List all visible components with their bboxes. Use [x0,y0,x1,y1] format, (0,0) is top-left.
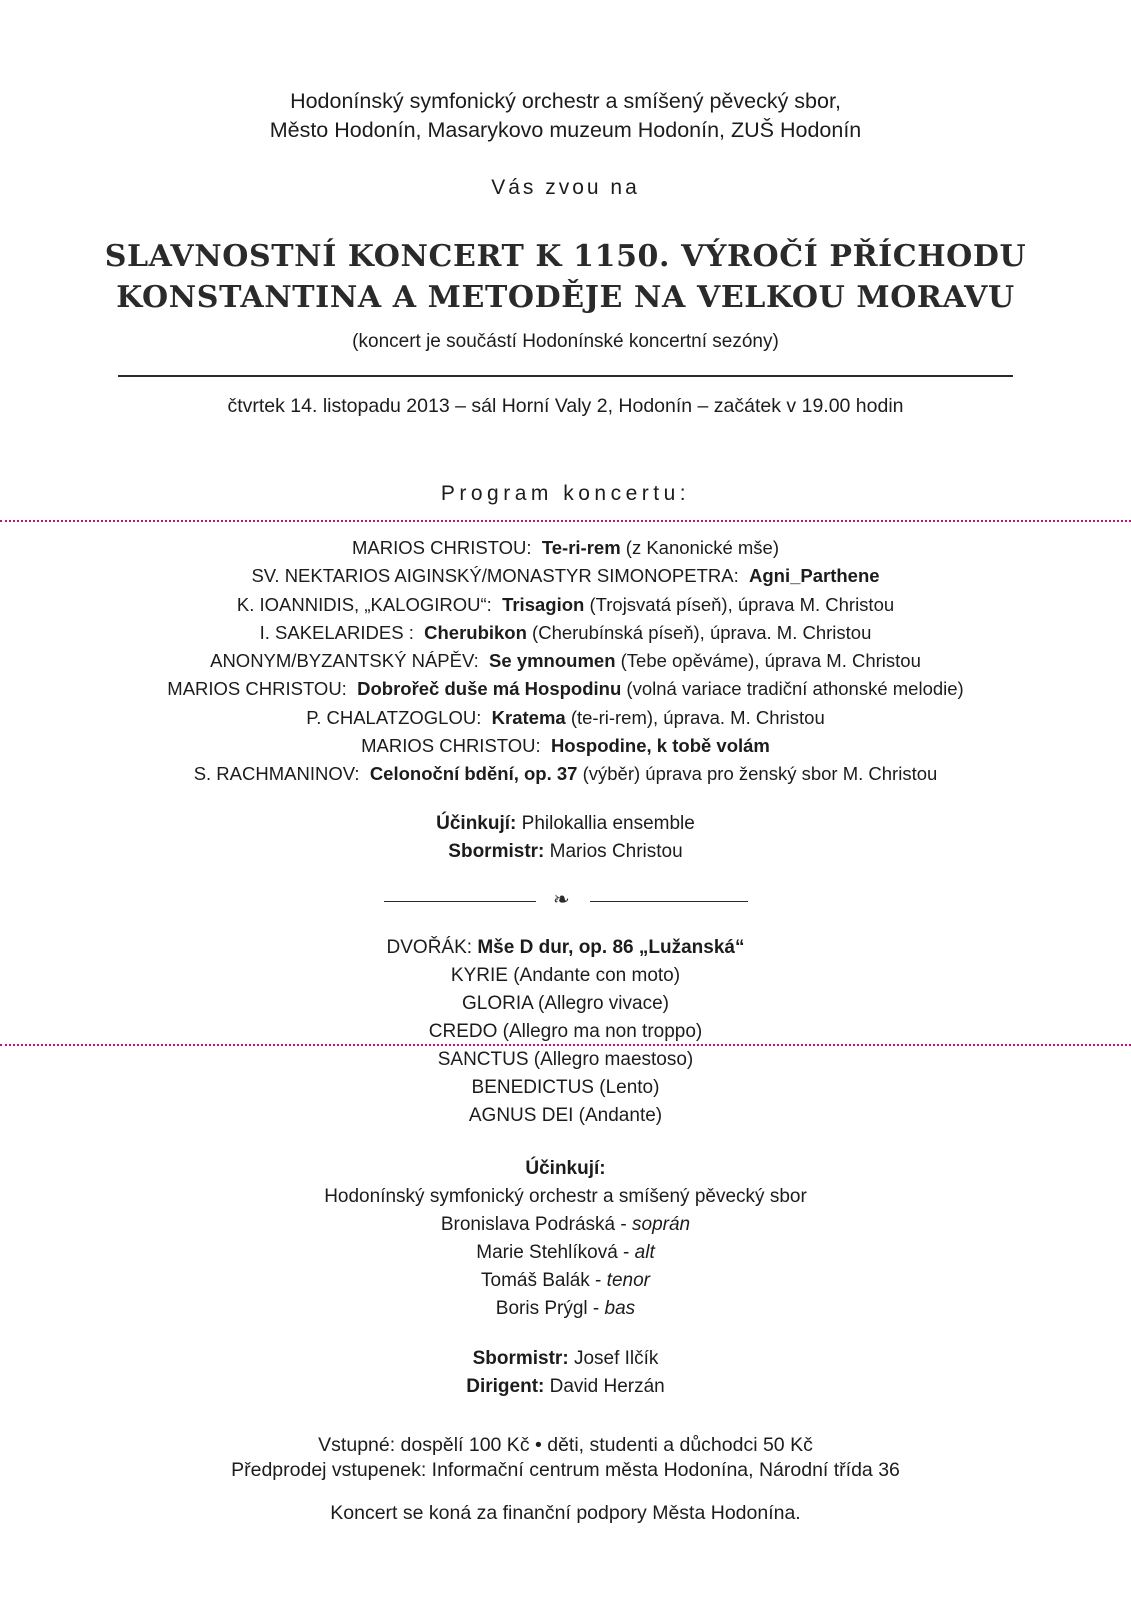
program-work: Hospodine, k tobě volám [550,735,770,757]
performers-label: Účinkují: [436,813,517,834]
program-composer: MARIOS CHRISTOU: [352,537,532,558]
performers-ensemble: Hodonínský symfonický orchestr a smíšený pěvecký sbor [324,1186,807,1207]
conductor-line [0,1373,1131,1401]
soloist-name: Boris Prýgl [495,1298,588,1319]
program-work: Celonoční bdění, op. 37 [369,763,578,785]
performers-ensemble-line [0,810,1131,838]
soloist-line [0,1295,1131,1323]
program-heading: Program koncertu: [440,482,691,505]
soloist-line [0,1211,1131,1239]
choirmaster-value: Marios Christou [549,841,683,862]
dvorak-work: Mše D dur, op. 86 „Lužanská“ [477,937,745,958]
program-composer: S. RACHMANINOV: [193,763,360,785]
program-item [0,704,1131,732]
program-work: Se ymnoumen [489,650,616,672]
program-item [0,675,1131,703]
program-note: (výběr) úprava pro ženský sbor M. Christou [582,763,938,785]
movement-item: AGNUS DEI (Andante) [468,1105,663,1126]
ornament-line-right [590,901,748,902]
soloist-separator: - [615,1214,633,1235]
program-item [0,760,1131,788]
choirmaster-value: Josef Ilčík [573,1348,659,1369]
program-item [0,647,1131,675]
program-note: (Trojsvatá píseň), úprava M. Christou [589,593,895,615]
soloist-line [0,1267,1131,1295]
program-composer: P. CHALATZOGLOU: [306,706,482,728]
conductor-value: David Herzán [549,1376,665,1397]
dvorak-composer: DVOŘÁK: [386,937,473,958]
soloist-name: Marie Stehlíková [476,1242,618,1263]
concert-title-line-1: SLAVNOSTNÍ KONCERT K 1150. VÝROČÍ PŘÍCHODU [104,239,1027,274]
organizers-line-1: Hodonínský symfonický orchestr a smíšený pěvecký sbor, [290,89,841,113]
program-composer: SV. NEKTARIOS AIGINSKÝ/MONASTYR SIMONOPETRA: [251,565,739,587]
choirmaster-label: Sbormistr: [448,841,545,862]
program-work: Te-ri-rem [541,537,621,558]
soloist-voice: bas [604,1298,636,1319]
presale-info: Předprodej vstupenek: Informační centrum města Hodonína, Národní třída 36 [231,1459,900,1481]
program-note: (z Kanonické mše) [625,537,779,558]
choirmaster-label: Sbormistr: [472,1348,569,1369]
performers-value: Philokallia ensemble [521,813,695,834]
program-composer: ANONYM/BYZANTSKÝ NÁPĚV: [210,650,479,672]
program-item [0,562,1131,590]
program-note: (Cherubínská píseň), úprava. M. Christou [532,621,872,643]
program-composer: I. SAKELARIDES : [259,621,414,643]
program-item [0,534,1131,562]
program-work: Kratema [491,706,566,728]
program-composer: K. IOANNIDIS, „KALOGIROU“: [236,593,492,615]
choirmaster-line [0,1345,1131,1373]
movement-item: CREDO (Allegro ma non troppo) [428,1021,703,1042]
program-work: Agni_Parthene [749,565,880,587]
program-item [0,591,1131,619]
program-composer: MARIOS CHRISTOU: [361,735,541,757]
organizers-line-2: Město Hodonín, Masarykovo muzeum Hodonín, ZUŠ Hodonín [269,118,862,142]
program-work: Trisagion [502,593,585,615]
invite-text: Vás zvou na [491,176,640,199]
ornament-line-left [384,901,536,902]
program-note: (volná variace tradiční athonské melodie) [626,678,964,700]
support-note: Koncert se koná za finanční podpory Města Hodonína. [330,1502,801,1524]
program-composer: MARIOS CHRISTOU: [167,678,347,700]
movement-item: SANCTUS (Allegro maestoso) [437,1049,694,1070]
concert-title-line-2: KONSTANTINA A METODĚJE NA VELKOU MORAVU [116,280,1015,315]
soloist-name: Tomáš Balák [481,1270,590,1291]
program-note: (Tebe opěváme), úprava M. Christou [620,650,921,672]
soloist-name: Bronislava Podráská [440,1214,616,1235]
choirmaster-line [0,838,1131,866]
movement-item: BENEDICTUS (Lento) [471,1077,660,1098]
soloist-line [0,1239,1131,1267]
soloist-voice: soprán [632,1214,691,1235]
soloist-voice: alt [634,1242,655,1263]
title-divider [118,375,1013,377]
soloist-separator: - [617,1242,635,1263]
soloist-separator: - [589,1270,607,1291]
date-venue-line: čtvrtek 14. listopadu 2013 – sál Horní Valy 2, Hodonín – začátek v 19.00 hodin [227,395,904,417]
program-list [0,534,1131,789]
conductor-label: Dirigent: [466,1376,545,1397]
concert-subtitle: (koncert je součástí Hodonínské koncertní sezóny) [352,331,779,352]
program-work: Cherubikon [424,621,527,643]
soloist-voice: tenor [606,1270,650,1291]
program-note: (te-ri-rem), úprava. M. Christou [570,706,825,728]
dotted-divider-top [0,520,1131,522]
fleuron-icon: ❧ [553,889,570,911]
movement-item: KYRIE (Andante con moto) [450,965,681,986]
program-item [0,619,1131,647]
performers-label: Účinkují: [525,1158,606,1179]
dvorak-heading [0,934,1131,962]
movement-item: GLORIA (Allegro vivace) [462,993,669,1014]
soloist-separator: - [587,1298,605,1319]
program-work: Dobrořeč duše má Hospodinu [357,678,622,700]
program-item [0,732,1131,760]
admission-prices: Vstupné: dospělí 100 Kč • děti, studenti a důchodci 50 Kč [318,1434,813,1456]
